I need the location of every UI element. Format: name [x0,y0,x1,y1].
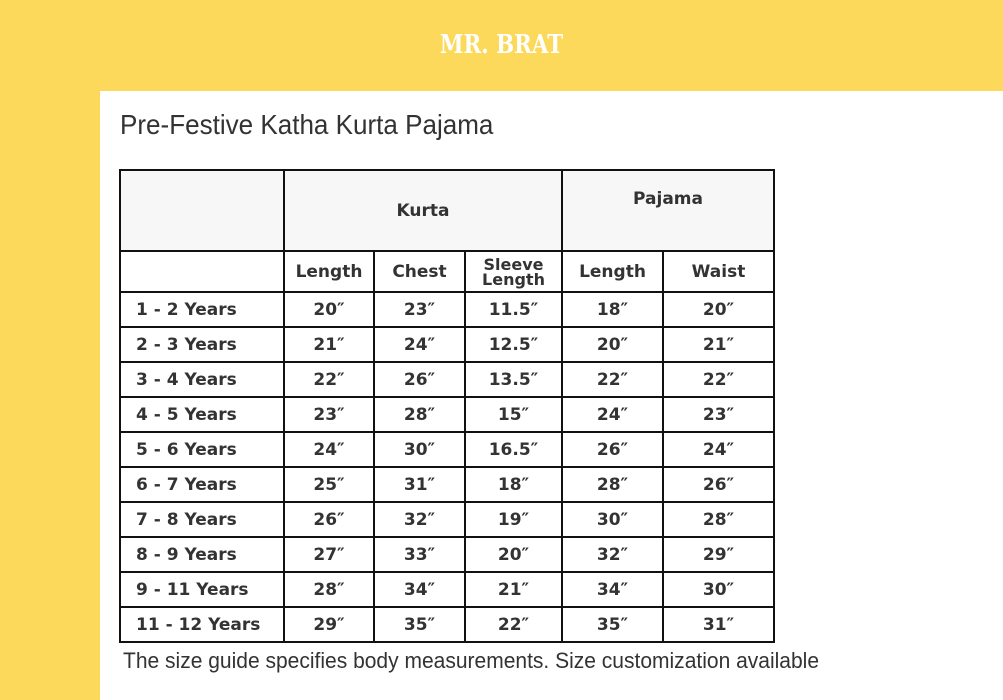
cell-kurta-length: 26″ [284,502,374,537]
cell-pajama-length: 28″ [562,467,663,502]
cell-sleeve-length: 12.5″ [465,327,562,362]
group-header-pajama: Pajama [562,170,774,251]
cell-age: 9 - 11 Years [120,572,284,607]
table-row [120,502,774,537]
brand-logo: MR. BRAT [439,30,564,60]
cell-age: 3 - 4 Years [120,362,284,397]
column-header-chest: Chest [374,251,465,292]
cell-pajama-length: 26″ [562,432,663,467]
table-row [120,397,774,432]
cell-sleeve-length: 22″ [465,607,562,642]
size-chart-table [119,169,775,643]
sleeve-length-label: Sleeve Length [482,254,545,289]
table-row [120,537,774,572]
cell-kurta-length: 22″ [284,362,374,397]
table-row [120,432,774,467]
cell-waist: 22″ [663,362,774,397]
cell-chest: 34″ [374,572,465,607]
cell-age: 1 - 2 Years [120,292,284,327]
cell-age: 5 - 6 Years [120,432,284,467]
cell-pajama-length: 34″ [562,572,663,607]
group-header-row [120,170,774,251]
column-header-sleeve-length [465,251,562,292]
cell-age: 7 - 8 Years [120,502,284,537]
cell-chest: 31″ [374,467,465,502]
cell-chest: 28″ [374,397,465,432]
cell-chest: 30″ [374,432,465,467]
cell-pajama-length: 32″ [562,537,663,572]
cell-sleeve-length: 16.5″ [465,432,562,467]
cell-waist: 30″ [663,572,774,607]
cell-sleeve-length: 18″ [465,467,562,502]
cell-waist: 24″ [663,432,774,467]
cell-chest: 23″ [374,292,465,327]
cell-waist: 23″ [663,397,774,432]
page-title: Pre-Festive Katha Kurta Pajama [120,109,494,140]
cell-kurta-length: 29″ [284,607,374,642]
cell-sleeve-length: 19″ [465,502,562,537]
cell-age: 6 - 7 Years [120,467,284,502]
column-header-row [120,251,774,292]
cell-kurta-length: 27″ [284,537,374,572]
cell-waist: 20″ [663,292,774,327]
cell-chest: 24″ [374,327,465,362]
group-header-empty [120,170,284,251]
table-row [120,362,774,397]
cell-pajama-length: 20″ [562,327,663,362]
cell-kurta-length: 24″ [284,432,374,467]
size-guide-panel [100,91,1003,700]
cell-sleeve-length: 13.5″ [465,362,562,397]
cell-age: 2 - 3 Years [120,327,284,362]
cell-sleeve-length: 20″ [465,537,562,572]
cell-sleeve-length: 11.5″ [465,292,562,327]
cell-age: 8 - 9 Years [120,537,284,572]
table-row [120,467,774,502]
column-header-pajama-length: Length [562,251,663,292]
cell-sleeve-length: 15″ [465,397,562,432]
column-header-kurta-length: Length [284,251,374,292]
column-header-waist: Waist [663,251,774,292]
cell-waist: 31″ [663,607,774,642]
cell-chest: 33″ [374,537,465,572]
table-row [120,327,774,362]
cell-chest: 32″ [374,502,465,537]
table-row [120,572,774,607]
column-header-age [120,251,284,292]
size-note: The size guide specifies body measurements. Size customization available [123,648,820,673]
cell-chest: 26″ [374,362,465,397]
cell-pajama-length: 22″ [562,362,663,397]
group-header-kurta: Kurta [284,170,562,251]
cell-waist: 28″ [663,502,774,537]
table-row [120,292,774,327]
table-row [120,607,774,642]
cell-waist: 21″ [663,327,774,362]
cell-sleeve-length: 21″ [465,572,562,607]
cell-chest: 35″ [374,607,465,642]
cell-age: 4 - 5 Years [120,397,284,432]
cell-pajama-length: 18″ [562,292,663,327]
cell-pajama-length: 30″ [562,502,663,537]
cell-pajama-length: 24″ [562,397,663,432]
cell-waist: 29″ [663,537,774,572]
cell-waist: 26″ [663,467,774,502]
cell-pajama-length: 35″ [562,607,663,642]
cell-kurta-length: 25″ [284,467,374,502]
cell-age: 11 - 12 Years [120,607,284,642]
cell-kurta-length: 21″ [284,327,374,362]
cell-kurta-length: 20″ [284,292,374,327]
cell-kurta-length: 23″ [284,397,374,432]
cell-kurta-length: 28″ [284,572,374,607]
